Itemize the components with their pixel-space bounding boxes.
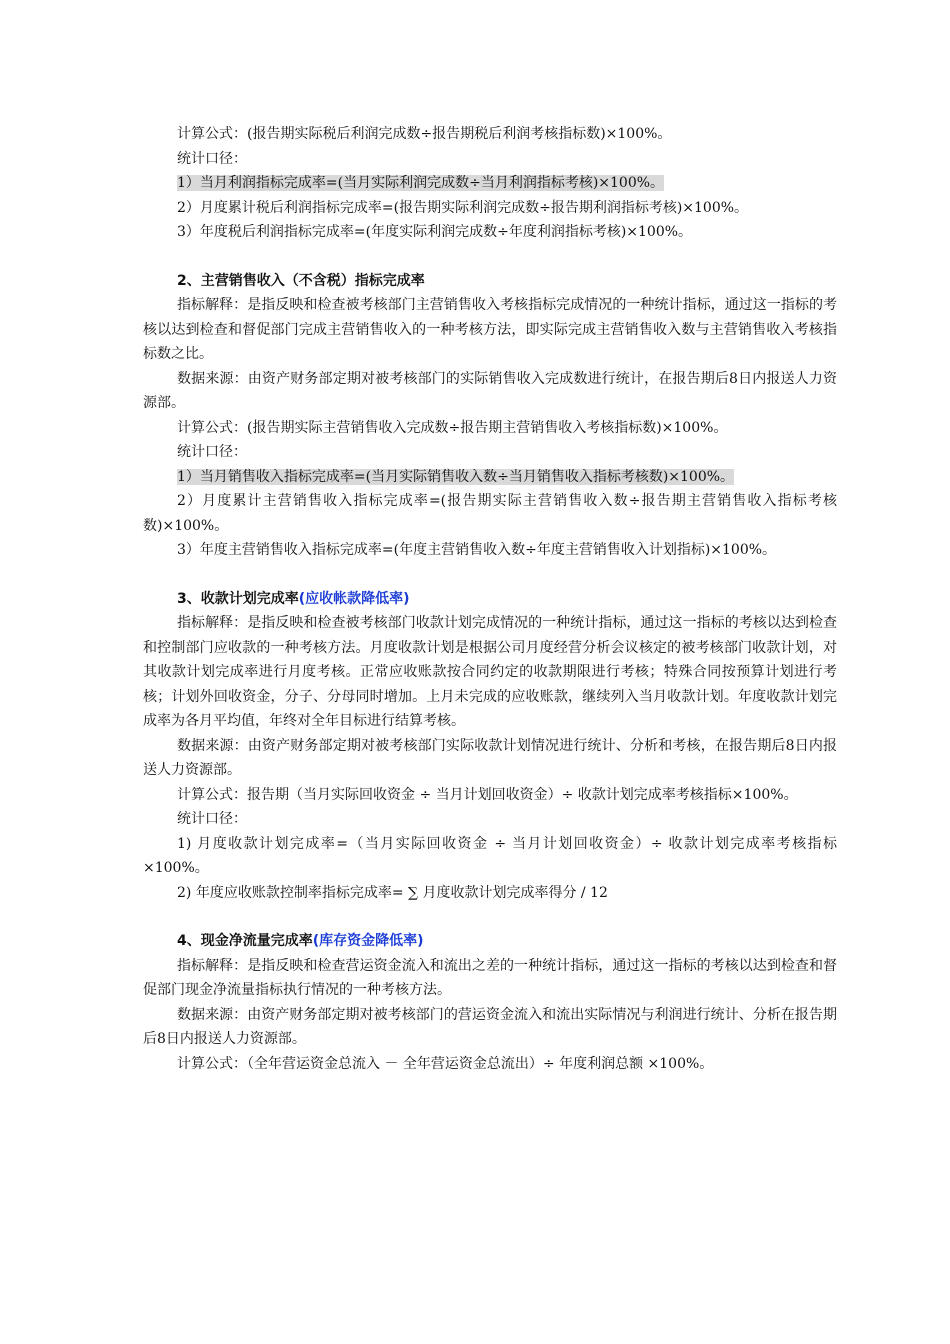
s2-item-2: 2）月度累计主营销售收入指标完成率=(报告期实际主营销售收入数÷报告期主营销售收入指标考核数)×100%。 (143, 493, 837, 534)
s2-item-3: 3）年度主营销售收入指标完成率=(年度主营销售收入数÷年度主营销售收入计划指标)×100%。 (177, 542, 777, 558)
s2-item-1-highlight: 1）当月销售收入指标完成率=(当月实际销售收入数÷当月销售收入指标考核数)×100%。 (177, 468, 735, 485)
s2-source: 数据来源：由资产财务部定期对被考核部门的实际销售收入完成数进行统计，在报告期后8日内报送人力资源部。 (143, 370, 837, 411)
s1-caliber: 统计口径： (177, 150, 247, 167)
s1-formula: 计算公式：(报告期实际税后利润完成数÷报告期税后利润考核指标数)×100%。 (177, 126, 672, 142)
s1-item-3: 3）年度税后利润指标完成率=(年度实际利润完成数÷年度利润指标考核)×100%。 (177, 224, 693, 240)
s3-item-1: 1) 月度收款计划完成率=（当月实际回收资金 ÷ 当月计划回收资金）÷ 收款计划完成率考核指标×100%。 (143, 835, 837, 876)
s3-title-text: 3、收款计划完成率 (177, 590, 299, 607)
document-body (143, 122, 837, 1076)
s1-item-1 (143, 171, 837, 196)
s4-title-text: 4、现金净流量完成率 (177, 933, 313, 949)
s3-title (143, 587, 837, 612)
s4-title-note: (库存资金降低率) (312, 933, 424, 949)
s4-explanation: 指标解释：是指反映和检查营运资金流入和流出之差的一种统计指标，通过这一指标的考核以达到检查和督促部门现金净流量指标执行情况的一种考核方法。 (143, 957, 837, 998)
s3-explanation: 指标解释：是指反映和检查被考核部门收款计划完成情况的一种统计指标，通过这一指标的考核以达到检查和控制部门应收款的一种考核方法。月度收款计划是根据公司月度经营分析会议核定的被考核部门收款计划，对其收款计划完成率进行月度考核。正常应收账款按合同约定的收款期限进行考核；特殊合同按预算计划进行考核；计划外回收资金，分子、分母同时增加。上月未完成的应收账款，继续列入当月收款计划。年度收款计划完成率为各月平均值，年终对全年目标进行结算考核。 (143, 615, 837, 729)
s2-formula: 计算公式：(报告期实际主营销售收入完成数÷报告期主营销售收入考核指标数)×100%。 (177, 419, 728, 436)
s3-source: 数据来源：由资产财务部定期对被考核部门实际收款计划情况进行统计、分析和考核，在报告期后8日内报送人力资源部。 (143, 737, 837, 778)
s3-item-2: 2) 年度应收账款控制率指标完成率= ∑ 月度收款计划完成率得分 / 12 (177, 884, 608, 901)
s4-title (143, 929, 837, 954)
s4-source: 数据来源：由资产财务部定期对被考核部门的营运资金流入和流出实际情况与利润进行统计、分析在报告期后8日内报送人力资源部。 (143, 1006, 837, 1047)
s1-item-1-highlight: 1）当月利润指标完成率=(当月实际利润完成数÷当月利润指标考核)×100%。 (177, 175, 665, 191)
s3-title-note: (应收帐款降低率) (298, 590, 410, 607)
s2-title: 2、主营销售收入（不含税）指标完成率 (177, 272, 425, 289)
s2-item-1 (143, 465, 837, 490)
s3-caliber: 统计口径： (177, 811, 247, 827)
s1-item-2: 2）月度累计税后利润指标完成率=(报告期实际利润完成数÷报告期利润指标考核)×100%。 (177, 199, 749, 216)
s3-formula: 计算公式：报告期（当月实际回收资金 ÷ 当月计划回收资金）÷ 收款计划完成率考核指标×100%。 (177, 786, 798, 803)
s2-caliber: 统计口径： (177, 444, 247, 460)
s2-explanation: 指标解释：是指反映和检查被考核部门主营销售收入考核指标完成情况的一种统计指标，通过这一指标的考核以达到检查和督促部门完成主营销售收入的一种考核方法，即实际完成主营销售收入数与主营销售收入考核指标数之比。 (143, 297, 837, 362)
s4-formula: 计算公式：（全年营运资金总流入 － 全年营运资金总流出）÷ 年度利润总额 ×100%。 (177, 1055, 714, 1072)
